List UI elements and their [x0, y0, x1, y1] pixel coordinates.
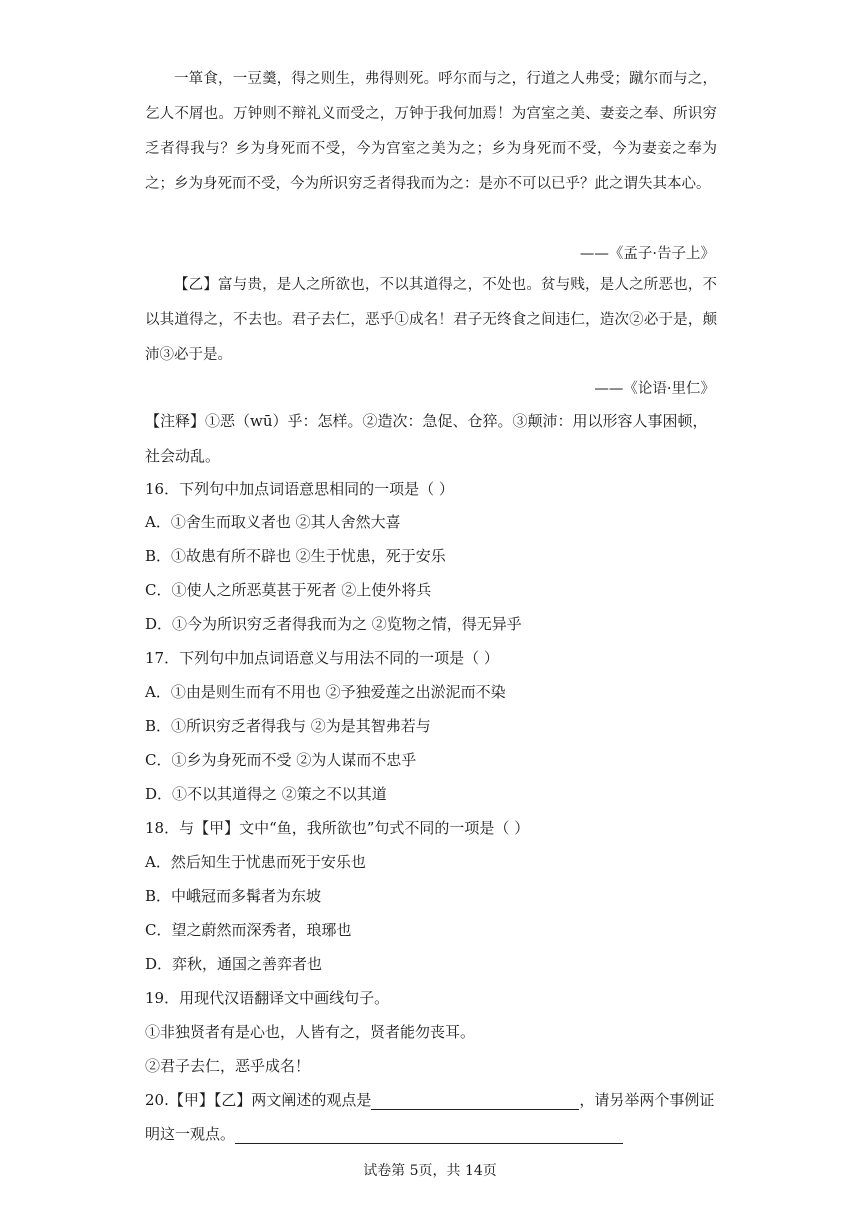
question-17-option-b: B．①所识穷乏者得我与 ②为是其智弗若与: [145, 717, 431, 735]
question-16-option-c: C．①使人之所恶莫甚于死者 ②上使外将兵: [145, 581, 432, 599]
question-16-option-b: B．①故患有所不辟也 ②生于忧患，死于安乐: [145, 547, 446, 565]
question-19-stem: 19．用现代汉语翻译文中画线句子。: [145, 989, 390, 1007]
question-17-option-d: D．①不以其道得之 ②策之不以其道: [145, 785, 387, 803]
question-17-option-a: A．①由是则生而有不用也 ②予独爱莲之出淤泥而不染: [145, 683, 506, 701]
passage-jia-text: 一箪食，一豆羹，得之则生，弗得则死。呼尔而与之，行道之人弗受；蹴尔而与之，乞人不屑也。万钟则不辩礼义而受之，万钟于我何加焉！为宫室之美、妻妾之奉、所识穷乏者得我与？乡为身死而不受，今为宫室之美为之；乡为身死而不受，今为妻妾之奉为之；乡为身死而不受，今为所识穷乏者得我而为之：是亦不可以已乎？此之谓失其本心。: [145, 71, 717, 192]
page-footer: 试卷第 5页，共 14页: [363, 1163, 497, 1179]
question-16-option-d: D．①今为所识穷乏者得我而为之 ②览物之情，得无异乎: [145, 615, 522, 633]
question-18-option-d: D．弈秋，通国之善弈者也: [145, 955, 323, 973]
question-20-part-2: ，请另举两个事例证: [579, 1091, 715, 1109]
question-20-line-2: [145, 1123, 623, 1144]
question-17-option-c: C．①乡为身死而不受 ②为人谋而不忠乎: [145, 751, 417, 769]
notes-line-1: 【注释】①恶（wū）乎：怎样。②造次：急促、仓猝。③颠沛：用以形容人事困顿，: [145, 412, 708, 430]
question-20-part-1: 20.【甲】【乙】两文阐述的观点是: [145, 1091, 372, 1109]
question-20-answer-blank-1[interactable]: [371, 1093, 579, 1110]
passage-yi-text: 【乙】富与贵，是人之所欲也，不以其道得之，不处也。贫与贱，是人之所恶也，不以其道得之，不去也。君子去仁，恶乎①成名！君子无终食之间违仁，造次②必于是，颠沛③必于是。: [145, 277, 717, 363]
question-19-item-2: ②君子去仁，恶乎成名！: [145, 1057, 311, 1075]
question-18-stem: 18．与【甲】文中“鱼，我所欲也”句式不同的一项是（ ）: [145, 819, 530, 837]
question-18-option-a: A．然后知生于忧患而死于安乐也: [145, 853, 366, 871]
notes-line-2: 社会动乱。: [145, 447, 221, 465]
question-17-stem: 17．下列句中加点词语意义与用法不同的一项是（ ）: [145, 649, 499, 667]
question-16-stem: 16．下列句中加点词语意思相同的一项是（ ）: [145, 480, 454, 498]
question-20-line-1: [145, 1089, 714, 1110]
question-19-item-1: ①非独贤者有是心也，人皆有之，贤者能勿丧耳。: [145, 1023, 476, 1041]
passage-yi-source: ——《论语·里仁》: [594, 381, 715, 397]
question-18-option-b: B．中峨冠而多髯者为东坡: [145, 887, 322, 905]
question-20-answer-blank-2[interactable]: [235, 1127, 623, 1144]
question-16-option-a: A．①舍生而取义者也 ②其人舍然大喜: [145, 513, 401, 531]
passage-jia-source: ——《孟子·告子上》: [579, 246, 715, 262]
question-20-part-3: 明这一观点。: [145, 1125, 236, 1143]
question-18-option-c: C．望之蔚然而深秀者，琅琊也: [145, 921, 352, 939]
